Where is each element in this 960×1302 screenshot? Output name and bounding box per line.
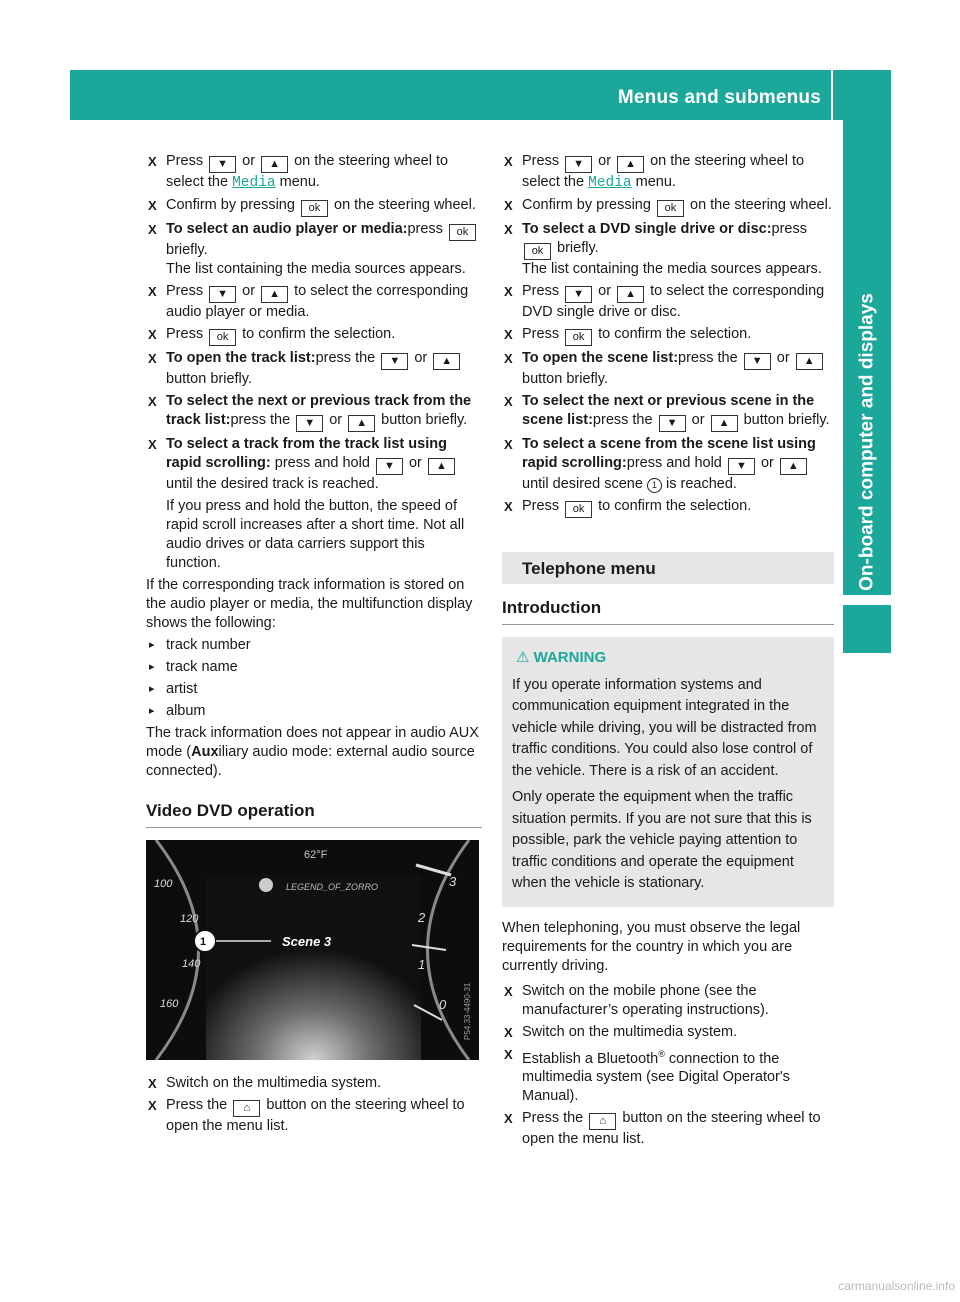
up-arrow-icon: ▲ (780, 458, 807, 475)
up-arrow-icon: ▲ (617, 286, 644, 303)
instruction-step: X Press the ⌂ button on the steering wheel to open the menu list. (502, 1109, 834, 1149)
paragraph: The track information does not appear in audio AUX mode (Auxiliary audio mode: external audio source connected). (146, 725, 479, 779)
up-arrow-icon: ▲ (261, 286, 288, 303)
instruction-step: X To select a scene from the scene list using rapid scrolling:press and hold ▼ or ▲ until desired scene 1 is reached. (502, 435, 834, 494)
instruction-step: X To open the track list:press the ▼ or ▲ button briefly. (146, 349, 482, 389)
up-arrow-icon: ▲ (711, 415, 738, 432)
ok-button-icon: ok (565, 501, 592, 518)
speed-tick: 120 (180, 913, 199, 925)
warning-text: Only operate the equipment when the traffic situation permits. If you are not sure that this is possible, park the vehicle paying attention to traffic conditions and operate the equipment when the vehicle is stationary. (512, 789, 812, 891)
list-item: ▸ track number (146, 636, 482, 655)
paragraph: When telephoning, you must observe the legal requirements for the country in which you are currently driving. (502, 919, 801, 974)
up-arrow-icon: ▲ (796, 353, 823, 370)
instruction-step: X Press ▼ or ▲ to select the corresponding audio player or media. (146, 282, 482, 322)
instruction-step: X To select a track from the track list using rapid scrolling: press and hold ▼ or ▲ until the desired track is reached. (146, 435, 482, 494)
down-arrow-icon: ▼ (744, 353, 771, 370)
ok-button-icon: ok (449, 224, 476, 241)
section-heading: Telephone menu (502, 552, 834, 584)
speed-tick: 100 (154, 878, 173, 890)
instruction-step: X Switch on the multimedia system. (146, 1074, 482, 1093)
ok-button-icon: ok (301, 200, 328, 217)
instruction-step: X Press ok to confirm the selection. (502, 497, 834, 518)
cluster-figure (146, 840, 479, 1060)
down-arrow-icon: ▼ (565, 156, 592, 173)
figure-code: P54.33-4490-31 (463, 982, 472, 1040)
up-arrow-icon: ▲ (428, 458, 455, 475)
down-arrow-icon: ▼ (209, 286, 236, 303)
down-arrow-icon: ▼ (209, 156, 236, 173)
page-header (70, 70, 891, 120)
instruction-step: X Switch on the mobile phone (see the manufacturer’s operating instructions). (502, 982, 834, 1020)
instruction-step: X To select the next or previous scene in the scene list:press the ▼ or ▲ button briefly. (502, 392, 834, 432)
instruction-step: X To select a DVD single drive or disc:press ok briefly. The list containing the media sources appears. (502, 220, 834, 279)
instruction-step: X Press the ⌂ button on the steering wheel to open the menu list. (146, 1096, 482, 1136)
down-arrow-icon: ▼ (296, 415, 323, 432)
speed-tick: 140 (182, 958, 201, 970)
instruction-step: X Confirm by pressing ok on the steering wheel. (146, 196, 482, 217)
instruction-step: X To open the scene list:press the ▼ or ▲ button briefly. (502, 349, 834, 389)
scene-label: Scene 3 (282, 934, 332, 949)
down-arrow-icon: ▼ (376, 458, 403, 475)
rpm-tick: 1 (418, 957, 426, 972)
up-arrow-icon: ▲ (261, 156, 288, 173)
instruction-step: X Establish a Bluetooth® connection to the multimedia system (see Digital Operator's Manual). (502, 1045, 834, 1107)
paragraph: If the corresponding track information is stored on the audio player or media, the multifunction display shows the following: (146, 577, 473, 631)
up-arrow-icon: ▲ (348, 415, 375, 432)
side-tab-block (843, 605, 891, 653)
subsection-heading: Introduction (502, 598, 834, 625)
rpm-tick: 2 (418, 910, 426, 925)
section-heading: Video DVD operation (146, 801, 482, 828)
warning-box (502, 637, 834, 907)
list-item: ▸ album (146, 702, 482, 721)
rpm-tick: 0 (439, 997, 447, 1012)
menu-name: Media (588, 175, 632, 191)
home-icon: ⌂ (233, 1100, 260, 1117)
up-arrow-icon: ▲ (617, 156, 644, 173)
down-arrow-icon: ▼ (381, 353, 408, 370)
list-item: ▸ artist (146, 680, 482, 699)
instruction-step: X To select an audio player or media:press ok briefly. The list containing the media sources appears. (146, 220, 482, 279)
instruction-step: X Press ▼ or ▲ to select the corresponding DVD single drive or disc. (502, 282, 834, 322)
home-icon: ⌂ (589, 1113, 616, 1130)
right-column (502, 152, 834, 1152)
rpm-tick: 3 (449, 874, 457, 889)
up-arrow-icon: ▲ (433, 353, 460, 370)
header-title: Menus and submenus (617, 87, 821, 108)
warning-text: If you operate information systems and communication equipment integrated in the vehicle while driving, you will be distracted from traffic conditions. You could also lose control of the vehicle. There is a risk of an accident. (512, 676, 817, 779)
callout-marker: 1 (200, 936, 207, 948)
ok-button-icon: ok (657, 200, 684, 217)
step-note: If you press and hold the button, the speed of rapid scroll increases after a short time. Not all audio drives or data carriers support this function. (166, 498, 465, 571)
menu-name: Media (232, 175, 276, 191)
instruction-step: X Press ▼ or ▲ on the steering wheel to select the Media menu. (502, 152, 834, 193)
ok-button-icon: ok (524, 243, 551, 260)
header-divider (831, 70, 833, 120)
media-title: LEGEND_OF_ZORRO (286, 882, 379, 892)
instruction-step: X To select the next or previous track from the track list:press the ▼ or ▲ button briefly. (146, 392, 482, 432)
ok-button-icon: ok (209, 329, 236, 346)
left-column (146, 152, 482, 1139)
instruction-step: X Confirm by pressing ok on the steering wheel. (502, 196, 834, 217)
temperature-readout: 62°F (304, 849, 328, 861)
down-arrow-icon: ▼ (565, 286, 592, 303)
down-arrow-icon: ▼ (728, 458, 755, 475)
speed-tick: 160 (160, 998, 179, 1010)
warning-icon: ⚠ (516, 649, 530, 666)
side-tab-label: On-board computer and displays (856, 293, 878, 591)
instruction-step: X Press ok to confirm the selection. (146, 325, 482, 346)
warning-title: ⚠ WARNING (516, 649, 607, 666)
instruction-step: X Switch on the multimedia system. (502, 1023, 834, 1042)
list-item: ▸ track name (146, 658, 482, 677)
instruction-step: X Press ok to confirm the selection. (502, 325, 834, 346)
footer-watermark: carmanualsonline.info (838, 1279, 955, 1293)
instruction-step: X Press ▼ or ▲ on the steering wheel to select the Media menu. (146, 152, 482, 193)
down-arrow-icon: ▼ (659, 415, 686, 432)
callout-marker: 1 (647, 478, 662, 493)
ok-button-icon: ok (565, 329, 592, 346)
